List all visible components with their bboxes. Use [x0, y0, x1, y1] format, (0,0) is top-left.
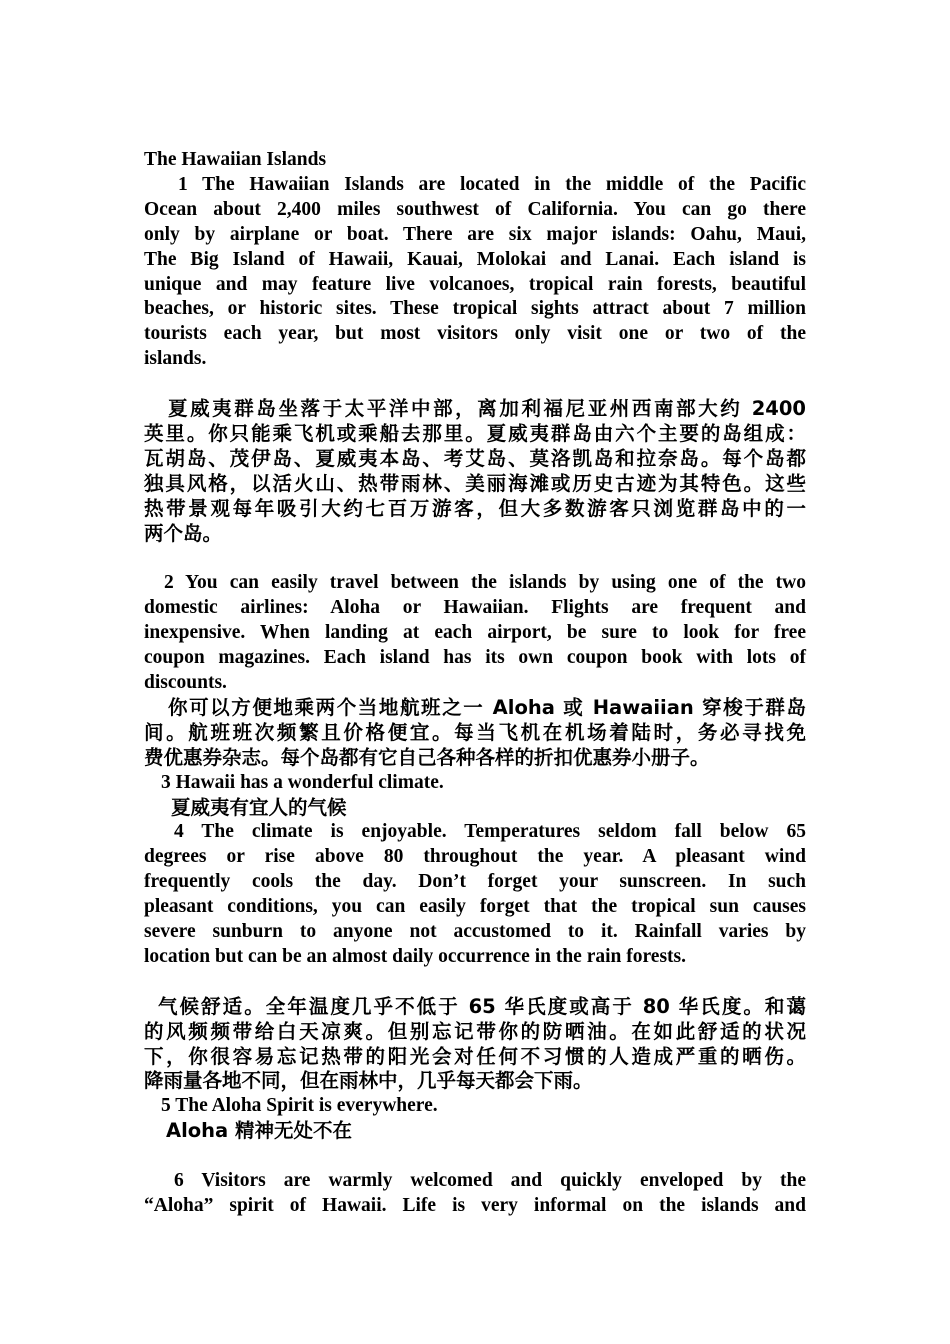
- paragraph-1-line: beaches, or historic sites. These tropical sights attract about 7 million: [144, 298, 806, 320]
- paragraph-6-line: “Aloha” spirit of Hawaii. Life is very informal on the islands and: [144, 1195, 806, 1216]
- paragraph-6-line: 6 Visitors are warmly welcomed and quickly enveloped by the: [174, 1170, 806, 1192]
- paragraph-4-line: degrees or rise above 80 throughout the year. A pleasant wind: [144, 846, 806, 868]
- paragraph-1-translation-line: 英里。你只能乘飞机或乘船去那里。夏威夷群岛由六个主要的岛组成：: [144, 421, 806, 445]
- paragraph-4-line: severe sunburn to anyone not accustomed to it. Rainfall varies by: [144, 921, 806, 943]
- paragraph-1-translation-line: 独具风格，以活火山、热带雨林、美丽海滩或历史古迹为其特色。这些: [144, 471, 806, 495]
- paragraph-1-line: only by airplane or boat. There are six major islands: Oahu, Maui,: [144, 223, 806, 245]
- paragraph-1-translation-line: 热带景观每年吸引大约七百万游客，但大多数游客只浏览群岛中的一: [144, 496, 806, 520]
- section-5-heading-translation: Aloha 精神无处不在: [166, 1119, 353, 1143]
- blank-line: [144, 970, 806, 995]
- paragraph-4-line: location but can be an almost daily occurrence in the rain forests.: [144, 945, 687, 967]
- document-title: The Hawaiian Islands: [144, 149, 327, 170]
- section-3-heading: 3 Hawaii has a wonderful climate.: [161, 771, 444, 793]
- blank-line: [144, 1144, 806, 1169]
- paragraph-4-line: 4 The climate is enjoyable. Temperatures seldom fall below 65: [174, 821, 806, 843]
- paragraph-2-translation-line: 间。航班班次频繁且价格便宜。每当飞机在机场着陆时，务必寻找免: [144, 720, 806, 744]
- paragraph-2-line: discounts.: [144, 672, 227, 693]
- paragraph-4-line: frequently cools the day. Don’t forget your sunscreen. In such: [144, 871, 806, 893]
- paragraph-1-line: tourists each year, but most visitors only visit one or two of the: [144, 323, 806, 345]
- blank-line: [144, 546, 806, 571]
- paragraph-2-line: coupon magazines. Each island has its own coupon book with lots of: [144, 647, 806, 669]
- paragraph-2-line: inexpensive. When landing at each airport, be sure to look for free: [144, 622, 806, 644]
- paragraph-2-translation-line: 费优惠券杂志。每个岛都有它自己各种各样的折扣优惠券小册子。: [144, 745, 710, 769]
- paragraph-1-translation-line: 夏威夷群岛坐落于太平洋中部，离加利福尼亚州西南部大约 2400: [168, 397, 806, 421]
- paragraph-1-line: Ocean about 2,400 miles southwest of California. You can go there: [144, 198, 806, 220]
- paragraph-1-line: The Big Island of Hawaii, Kauai, Molokai and Lanai. Each island is: [144, 248, 806, 270]
- paragraph-4-translation-line: 降雨量各地不同，但在雨林中，几乎每天都会下雨。: [144, 1069, 593, 1093]
- section-5-heading: 5 The Aloha Spirit is everywhere.: [161, 1095, 438, 1117]
- paragraph-1-line: 1 The Hawaiian Islands are located in the middle of the Pacific: [178, 173, 806, 195]
- paragraph-1-line: unique and may feature live volcanoes, tropical rain forests, beautiful: [144, 273, 806, 295]
- paragraph-4-translation-line: 气候舒适。全年温度几乎不低于 65 华氏度或高于 80 华氏度。和蔼: [158, 994, 806, 1018]
- paragraph-2-line: 2 You can easily travel between the islands by using one of the two: [164, 572, 806, 594]
- paragraph-1-line: islands.: [144, 348, 207, 370]
- document-page: [144, 148, 806, 1219]
- paragraph-1-translation-line: 瓦胡岛、茂伊岛、夏威夷本岛、考艾岛、莫洛凯岛和拉奈岛。每个岛都: [144, 446, 806, 470]
- blank-line: [144, 372, 806, 397]
- section-3-heading-translation: 夏威夷有宜人的气候: [171, 795, 347, 819]
- paragraph-1-translation-line: 两个岛。: [144, 521, 223, 545]
- paragraph-4-line: pleasant conditions, you can easily forget that the tropical sun causes: [144, 896, 806, 918]
- paragraph-2-line: domestic airlines: Aloha or Hawaiian. Flights are frequent and: [144, 597, 806, 619]
- paragraph-2-translation-line: 你可以方便地乘两个当地航班之一 Aloha 或 Hawaiian 穿梭于群岛: [168, 695, 806, 719]
- paragraph-4-translation-line: 下，你很容易忘记热带的阳光会对任何不习惯的人造成严重的晒伤。: [144, 1044, 806, 1068]
- paragraph-4-translation-line: 的风频频带给白天凉爽。但别忘记带你的防晒油。在如此舒适的状况: [144, 1019, 806, 1043]
